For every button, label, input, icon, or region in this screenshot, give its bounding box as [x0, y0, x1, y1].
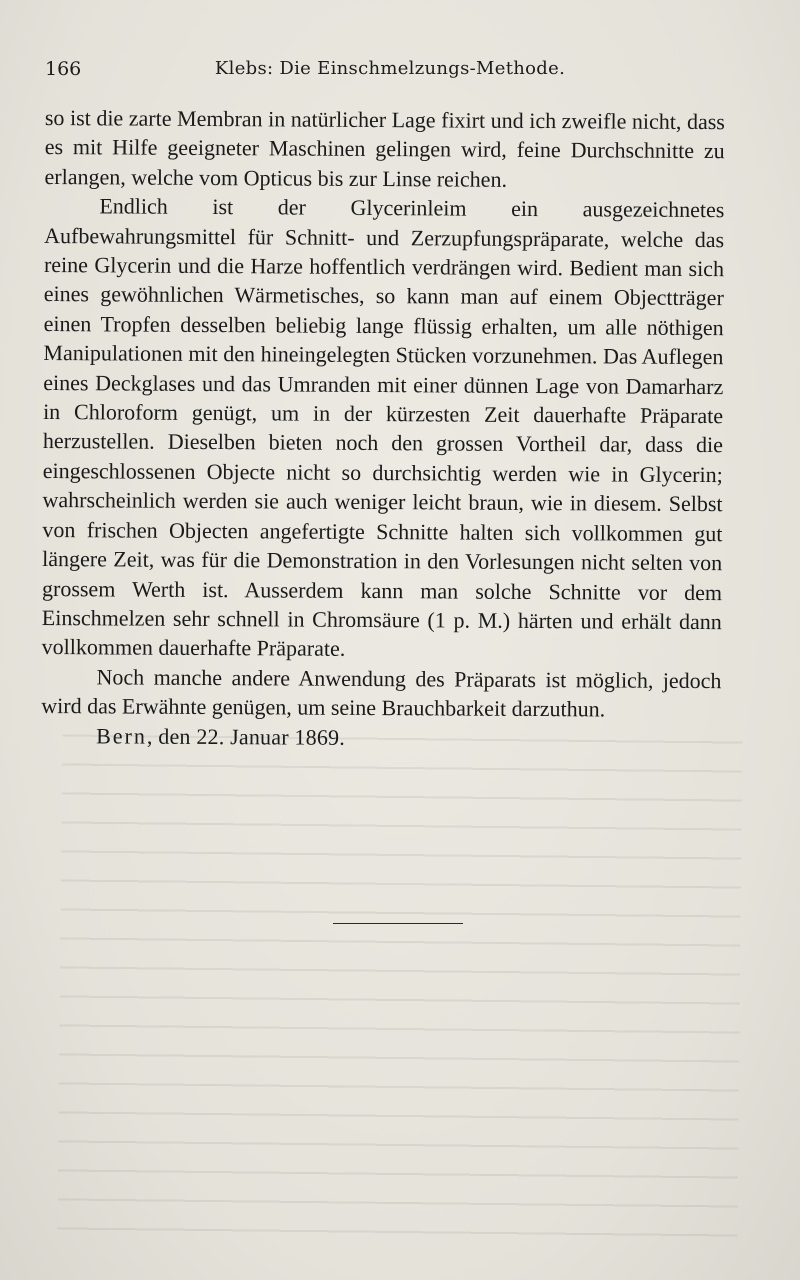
paragraph-3: Noch manche andere Anwendung des Präparats ist möglich, jedoch wird das Erwähnte genügen, um seine Brauchbarkeit darzuthun. [41, 664, 722, 722]
page-number: 166 [45, 58, 82, 80]
page-header [45, 58, 735, 88]
signature-place: Bern [96, 722, 147, 749]
paragraph-1: so ist die zarte Membran in natürlicher Lage fixirt und ich zweifle nicht, dass es mit Hilfe geeigneter Maschinen gelingen wird, feine Durchschnitte zu erlangen, welche vom Opticus bis zur Linse reichen. [44, 104, 725, 192]
body-text [41, 103, 725, 754]
signature-line [41, 721, 721, 755]
signature-date: , den 22. Januar 1869. [146, 723, 346, 750]
running-head: Klebs: Die Einschmelzungs-Methode. [214, 58, 566, 79]
bleed-through-text [57, 716, 742, 1243]
paragraph-2: Endlich ist der Glycerinleim ein ausgezeichnetes Aufbewahrungsmittel für Schnitt- und Zerzupfungspräparate, welche das reine Glycerin und die Harze hoffentlich verdrängen wird. Bedient man sich eines gewöhnlichen Wärmetisches, so kann man auf einem Objectträger einen Tropfen desselben beliebig lange flüssig erhalten, um alle nöthigen Manipulationen mit den hineingelegten Stücken vorzunehmen. Das Auflegen eines Deckglases und das Umranden mit einer dünnen Lage von Damarharz in Chloroform genügt, um in der kürzesten Zeit dauerhafte Präparate herzustellen. Dieselben bieten noch den grossen Vortheil dar, dass die eingeschlossenen Objecte nicht so durchsichtig werden wie in Glycerin; wahrscheinlich werden sie auch weniger leicht braun, wie in diesem. Selbst von frischen Objecten angefertigte Schnitte halten sich vollkommen gut längere Zeit, was für die Demonstration in den Vorlesungen nicht selten von grossem Werth ist. Ausserdem kann man solche Schnitte vor dem Einschmelzen sehr schnell in Chromsäure (1 p. M.) härten und erhält dann vollkommen dauerhafte Präparate. [41, 193, 725, 662]
closing-rule [333, 923, 463, 924]
